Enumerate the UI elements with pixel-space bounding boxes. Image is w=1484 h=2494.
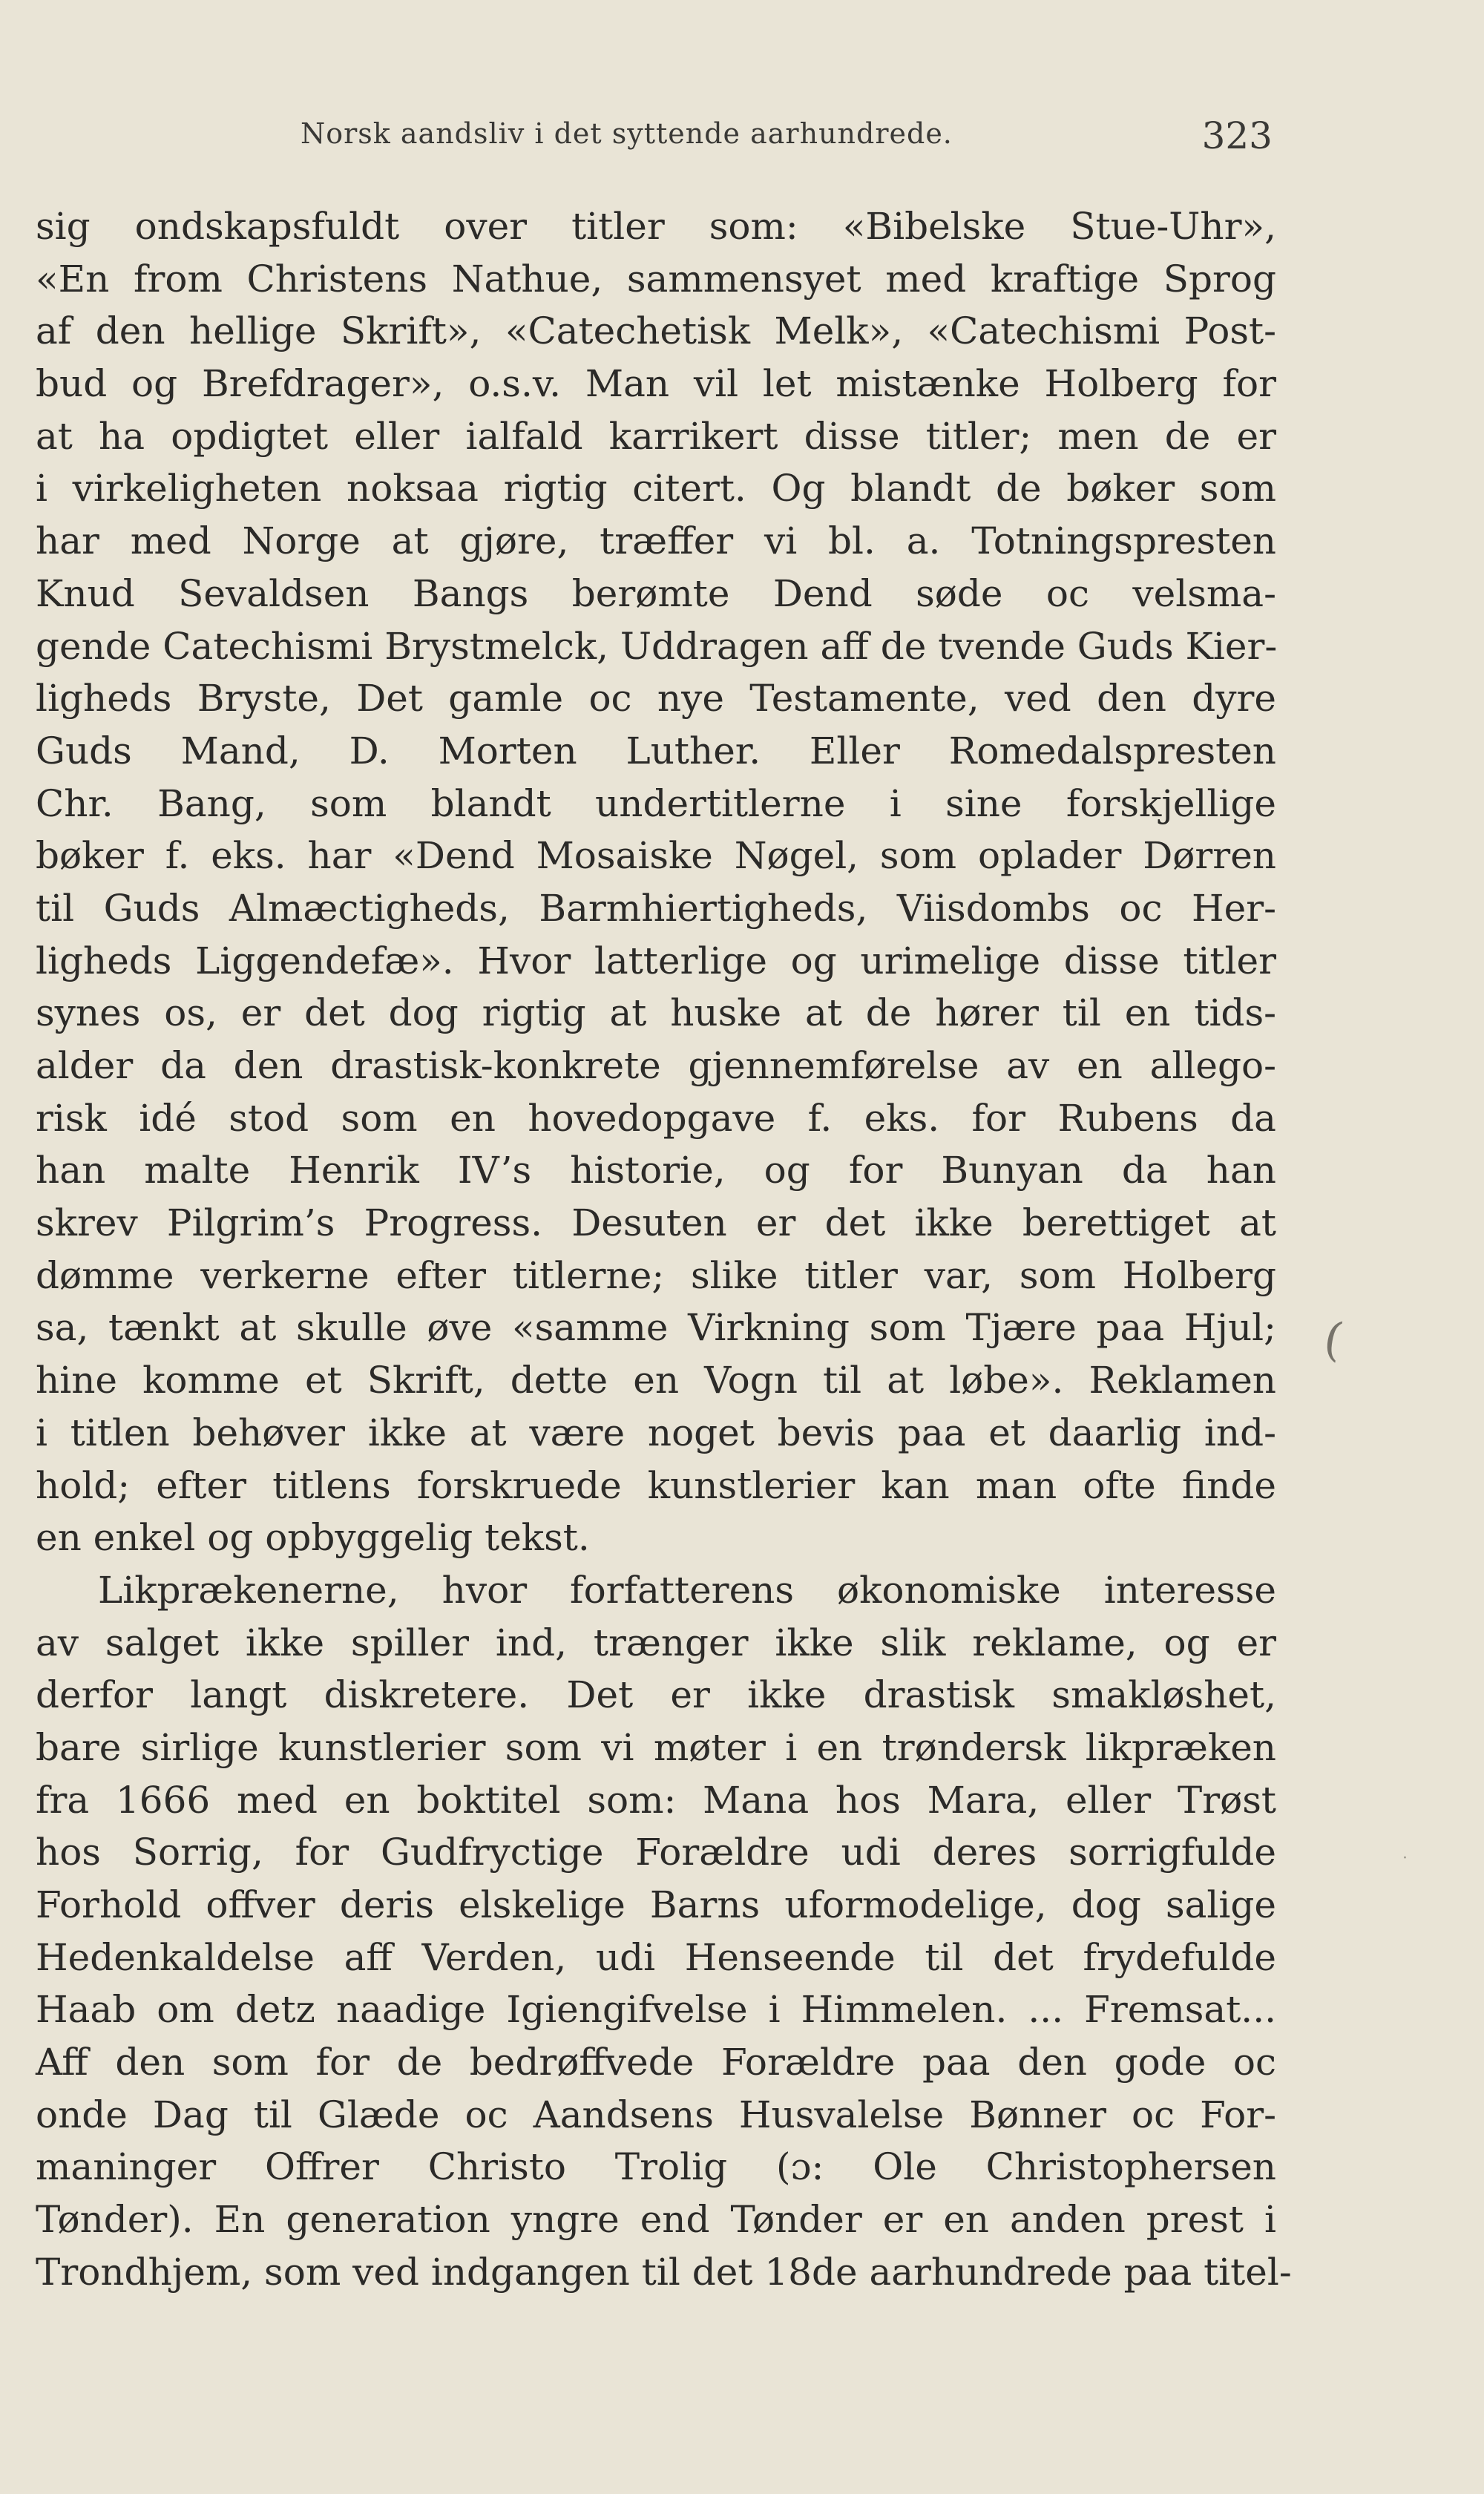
text-line: Guds Mand, D. Morten Luther. Eller Romedalspresten (36, 729, 1276, 772)
text-line: hos Sorrig, for Gudfryctige Forældre udi deres sorrigfulde (36, 1831, 1276, 1874)
margin-bracket-mark: ( (1319, 1310, 1347, 1368)
text-line: synes os, er det dog rigtig at huske at de hører til en tids- (36, 991, 1276, 1035)
text-line: ligheds Liggendefæ». Hvor latterlige og urimelige disse titler (36, 939, 1276, 982)
text-line: i virkeligheten noksaa rigtig citert. Og blandt de bøker som (36, 467, 1276, 511)
text-line: hine komme et Skrift, dette en Vogn til at løbe». Reklamen (36, 1359, 1276, 1402)
text-line: bud og Brefdrager», o.s.v. Man vil let mistænke Holberg for (36, 362, 1276, 406)
text-line: har med Norge at gjøre, træffer vi bl. a. Totningspresten (36, 519, 1276, 563)
text-line: sig ondskapsfuldt over titler som: «Bibelske Stue-Uhr», (36, 205, 1276, 248)
text-line: Tønder). En generation yngre end Tønder er en anden prest i (36, 2198, 1276, 2242)
margin-dot-mark: · (1402, 1849, 1408, 1868)
text-line: dømme verkerne efter titlerne; slike titler var, som Holberg (36, 1253, 1276, 1297)
paragraph-start-line: Likprækenerne, hvor forfatterens økonomiske interesse (98, 1568, 1276, 1612)
text-line: skrev Pilgrim’s Progress. Desuten er det ikke berettiget at (36, 1201, 1276, 1245)
text-line: Forhold offver deris elskelige Barns uformodelige, dog salige (36, 1883, 1276, 1926)
text-line: til Guds Almæctigheds, Barmhiertigheds, Viisdombs oc Her- (36, 886, 1276, 930)
text-line: onde Dag til Glæde oc Aandsens Husvalelse Bønner oc For- (36, 2093, 1276, 2136)
text-line: hold; efter titlens forskruede kunstlerier kan man ofte finde (36, 1463, 1276, 1507)
running-head (301, 114, 1273, 162)
paragraph-end-line: en enkel og opbyggelig tekst. (36, 1516, 590, 1560)
text-line: han malte Henrik IV’s historie, og for Bunyan da han (36, 1149, 1276, 1192)
text-line: ligheds Bryste, Det gamle oc nye Testamente, ved den dyre (36, 677, 1276, 721)
text-line: Haab om detz naadige Igiengifvelse i Himmelen. ... Fremsat... (36, 1988, 1276, 2032)
text-line: maninger Offrer Christo Trolig (ɔ: Ole Christophersen (36, 2145, 1276, 2189)
text-line: Chr. Bang, som blandt undertitlerne i sine forskjellige (36, 781, 1276, 825)
text-line: Trondhjem, som ved indgangen til det 18de aarhundrede paa titel- (36, 2250, 1292, 2294)
running-title: Norsk aandsliv i det syttende aarhundrede. (301, 117, 953, 150)
text-line: av salget ikke spiller ind, trænger ikke slik reklame, og er (36, 1621, 1276, 1664)
text-line: fra 1666 med en boktitel som: Mana hos Mara, eller Trøst (36, 1778, 1276, 1822)
body-text (36, 200, 1292, 2299)
text-line: derfor langt diskretere. Det er ikke drastisk smakløshet, (36, 1673, 1276, 1717)
text-line: sa, tænkt at skulle øve «samme Virkning som Tjære paa Hjul; (36, 1306, 1276, 1350)
text-line: alder da den drastisk-konkrete gjennemførelse av en allego- (36, 1044, 1276, 1087)
text-line: Knud Sevaldsen Bangs berømte Dend søde oc velsma- (36, 571, 1276, 615)
text-line: Hedenkaldelse aff Verden, udi Henseende til det frydefulde (36, 1935, 1276, 1979)
text-line: bøker f. eks. har «Dend Mosaiske Nøgel, som oplader Dørren (36, 834, 1276, 878)
text-line: risk idé stod som en hovedopgave f. eks. for Rubens da (36, 1096, 1276, 1140)
text-line: at ha opdigtet eller ialfald karrikert disse titler; men de er (36, 414, 1276, 458)
text-line: bare sirlige kunstlerier som vi møter i en trøndersk likpræken (36, 1725, 1276, 1769)
page-number: 323 (1201, 114, 1273, 157)
text-line: i titlen behøver ikke at være noget bevis paa et daarlig ind- (36, 1411, 1276, 1454)
text-line: gende Catechismi Brystmelck, Uddragen aff de tvende Guds Kier- (36, 624, 1278, 668)
text-line: Aff den som for de bedrøffvede Forældre paa den gode oc (36, 2041, 1276, 2084)
text-line: af den hellige Skrift», «Catechetisk Melk», «Catechismi Post- (36, 309, 1276, 353)
text-line: «En from Christens Nathue, sammensyet med kraftige Sprog (36, 257, 1276, 301)
